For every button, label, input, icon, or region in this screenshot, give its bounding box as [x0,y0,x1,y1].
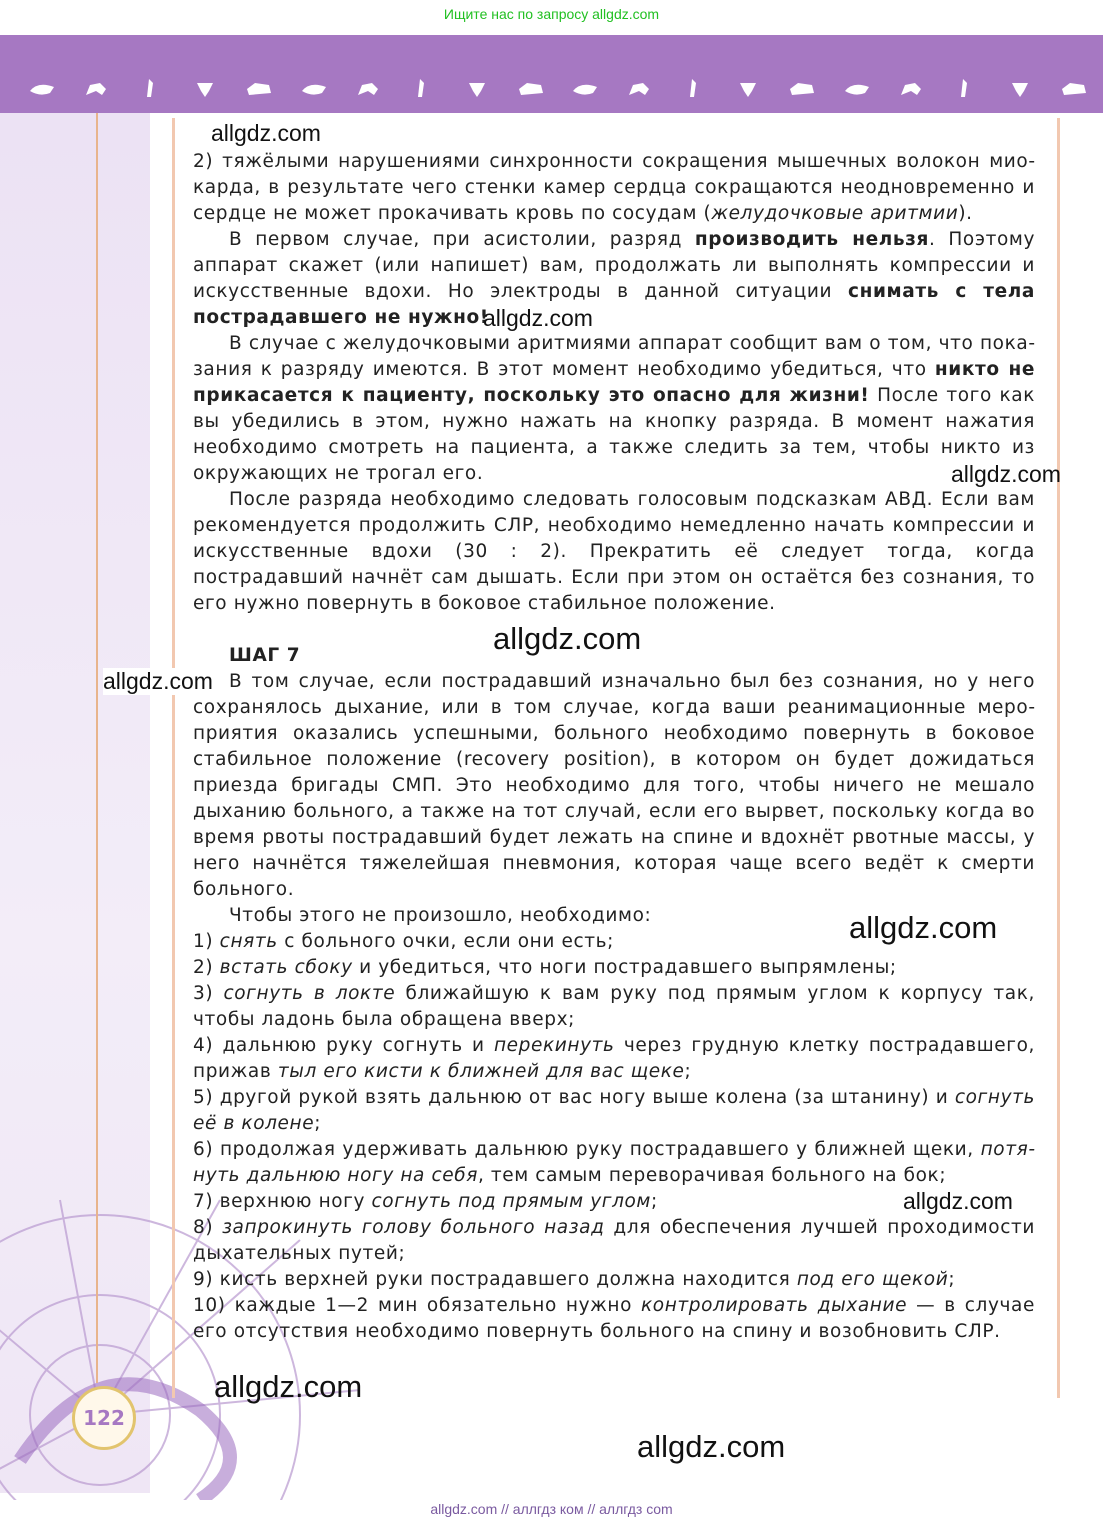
list-item: 2) встать сбоку и убедиться, что ноги пострадавшего выпрямлены; [193,957,897,978]
insect-icon [843,77,871,99]
top-link[interactable]: Ищите нас по запросу allgdz.com [443,6,660,22]
bird-icon [28,77,56,99]
seahorse-icon [137,77,165,99]
bottom-link[interactable]: allgdz.com // аллгдз ком // аллгдз com [430,1501,673,1517]
watermark: allgdz.com [103,668,213,694]
list-item: 10) каждые 1—2 мин обязательно нужно контролировать дыхание — в случае его отсутствия необходимо повернуть больного на спину и возобновить СЛР. [193,1295,1035,1342]
banner-animal-icons [28,73,1088,103]
list-item: 4) дальнюю руку согнуть и перекинуть через грудную клетку пострадавшего, прижав тыл его кисти к ближней для вас щеке; [193,1035,1036,1082]
butterfly-icon [1060,77,1088,99]
decorative-banner [0,35,1103,113]
list-item: 9) кисть верхней руки пострадавшего должна находится под его щекой; [193,1269,956,1290]
paragraph: Чтобы этого не произошло, необходимо: [229,905,652,926]
paragraph: 2) тяжёлыми нарушениями синхронности сокращения мышечных волокон миокарда, в результате чего стенки камер сердца сокращаются неодновременно и сердце не может прокачивать кровь по сосудам (желудочковые аритмии). [193,151,1035,224]
watermark: allgdz.com [214,1369,363,1404]
mammal-icon [897,77,925,99]
list-item: 1) снять с больного очки, если они есть; [193,931,614,952]
bird-icon [680,77,708,99]
fish-icon [1006,77,1034,99]
lizard-icon [951,77,979,99]
scorpion-icon [517,77,545,99]
main-text [193,149,1035,1345]
watermark: allgdz.com [903,1188,1013,1214]
mammal-icon [245,77,273,99]
watermark: allgdz.com [951,461,1061,487]
watermark: allgdz.com [493,621,642,656]
page-number: 122 [72,1386,136,1450]
list-item: 5) другой рукой взять дальнюю от вас ногу выше колена (за штанину) и согнуть её в колене; [193,1087,1035,1134]
lizard-icon [300,77,328,99]
vertical-accent-line [96,113,98,1383]
watermark: allgdz.com [637,1429,786,1464]
butterfly-icon [408,77,436,99]
cattle-icon [571,77,599,99]
paragraph: В случае с желудочковыми аритмиями аппарат сообщит вам о том, что показания к разряду имеются. В этот момент необходимо убедиться, что никто не прикасается к пациенту, поскольку это опасно для жизни! После того как вы убедились в этом, нужно нажать на кнопку разряда. В момент нажатия необходимо смотреть на пациента, а также следить за тем, чтобы никто из окружающих не трогал его. [193,333,1035,484]
list-item: 3) согнуть в локте ближайшую к вам руку под прямым углом к корпусу так, чтобы ладонь была обращена вверх; [193,983,1035,1030]
insect-icon [191,77,219,99]
watermark: allgdz.com [211,120,321,146]
fish-icon [354,77,382,99]
list-item: 7) верхнюю ногу согнуть под прямым углом; [193,1191,658,1212]
paragraph: В том случае, если пострадавший изначально был без сознания, но у него сохранялось дыхание, или в том случае, когда ваши реанимационные мероприятия оказались успешными, больного необходимо повернуть в боковое стабильное положение (recovery position), в котором он будет дожидаться приезда бригады СМП. Это необходимо для того, чтобы ничего не мешало дыханию больного, а также на тот случай, если его вырвет, поскольку когда во время рвоты пострадавший будет лежать на спине и вдохнёт рвотные массы, у него начнётся тяжелейшая пневмония, которая чаще всего ведёт к смерти больного. [193,671,1035,900]
watermark: allgdz.com [483,305,593,331]
bison-icon [463,77,491,99]
step-heading: ШАГ 7 [229,645,301,666]
rodent-icon [82,77,110,99]
pterodactyl-icon [625,77,653,99]
rodent-icon [734,77,762,99]
paragraph: В первом случае, при асистолии, разряд производить нельзя. Поэтому аппарат скажет (или напишет) вам, продолжать ли выполнять компрессии и искусственные вдохи. Но электроды в данной ситуации снимать с тела пострадавшего не нужно! [193,229,1036,328]
list-item: 8) запрокинуть голову больного назад для обеспечения лучшей проходимости дыхательных путей; [193,1217,1035,1264]
paragraph: После разряда необходимо следовать голосовым подсказкам АВД. Если вам рекомендуется продолжить СЛР, необходимо немедленно начать компрессии и искусственные вдохи (30 : 2). Прекратить её следует тогда, когда пострадавший начнёт сам дышать. Если при этом он остаётся без сознания, то его нужно повернуть в боковое стабильное положение. [193,489,1035,614]
seahorse-icon [788,77,816,99]
list-item: 6) продолжая удерживать дальнюю руку пострадавшего у ближней щеки, потянуть дальнюю ногу на себя, тем самым переворачивая больного на бок; [193,1139,1035,1186]
watermark: allgdz.com [849,910,998,945]
